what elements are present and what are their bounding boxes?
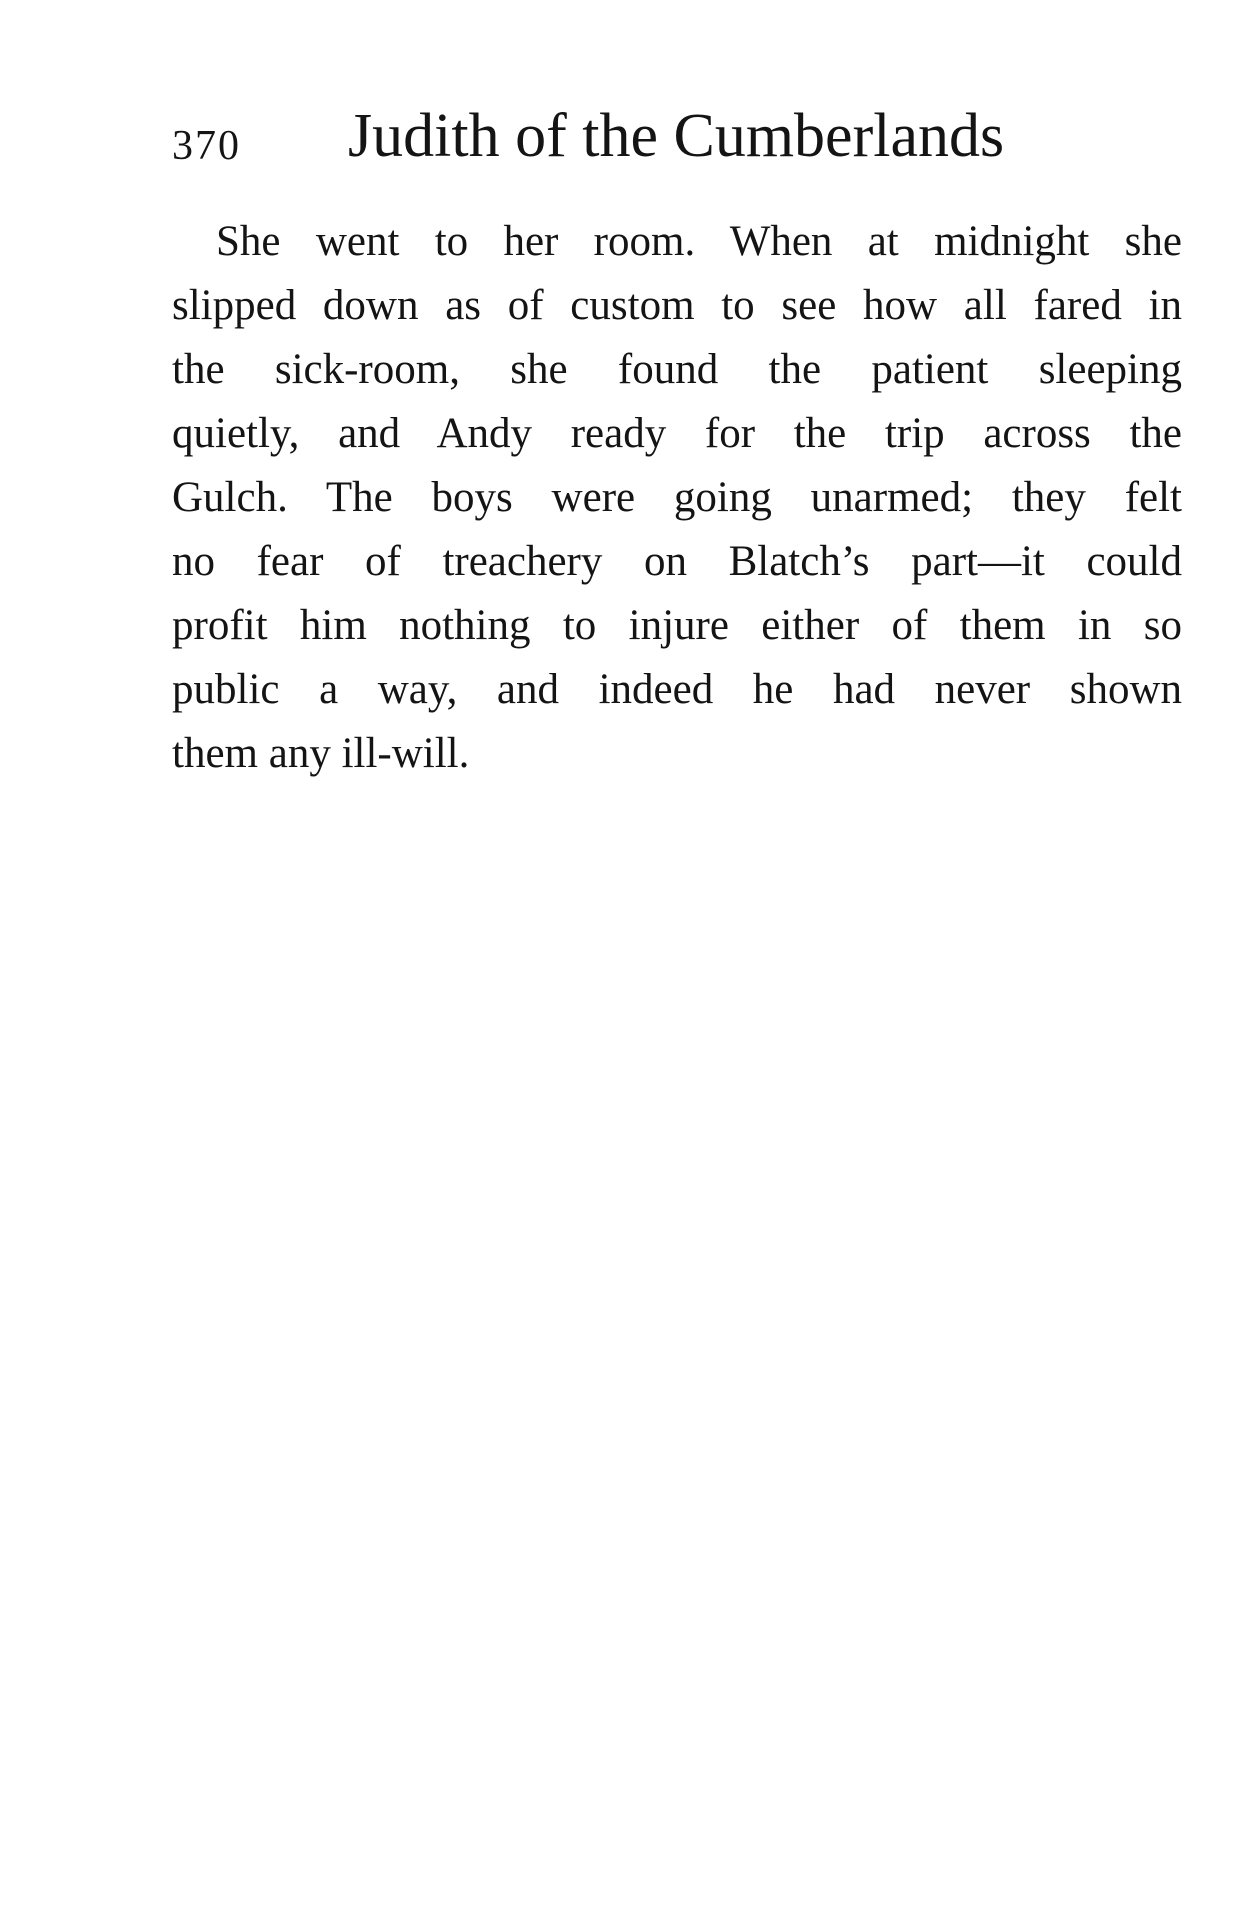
text-line: the sick-room, she found the patient sleeping (172, 346, 1182, 393)
text-line: She went to her room. When at midnight she (216, 218, 1182, 265)
text-line: no fear of treachery on Blatch’s part—it could (172, 538, 1182, 585)
page-number: 370 (172, 123, 241, 169)
text-line: public a way, and indeed he had never shown (172, 666, 1182, 713)
text-line: quietly, and Andy ready for the trip across the (172, 410, 1182, 457)
text-line: profit him nothing to injure either of them in so (172, 602, 1182, 649)
running-head (172, 96, 1182, 176)
body-paragraph (172, 210, 1182, 786)
running-title: Judith of the Cumberlands (348, 102, 1005, 170)
text-line: slipped down as of custom to see how all fared in (172, 282, 1182, 329)
text-line: Gulch. The boys were going unarmed; they felt (172, 474, 1182, 521)
text-line: them any ill-will. (172, 730, 470, 777)
